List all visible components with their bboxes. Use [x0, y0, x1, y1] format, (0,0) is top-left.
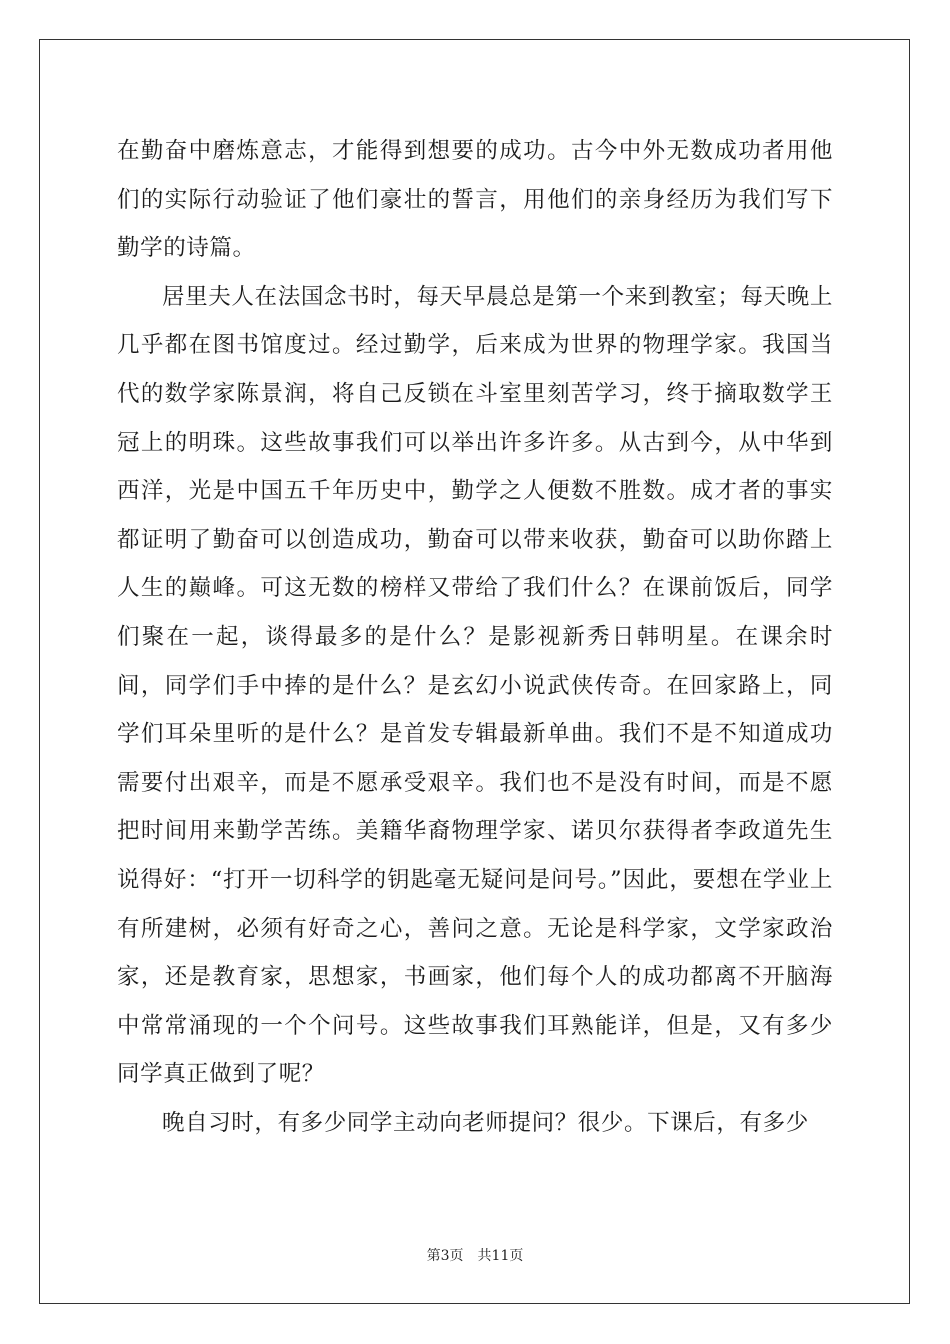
page-number-footer: 第3页 共11页 — [426, 1248, 524, 1264]
document-body — [117, 127, 833, 1147]
paragraph-3: 晚自习时，有多少同学主动向老师提问？很少。下课后，有多少 — [162, 1109, 809, 1136]
paragraph-1: 在勤奋中磨炼意志，才能得到想要的成功。古今中外无数成功者用他们的实际行动验证了他们豪壮的誓言，用他们的亲身经历为我们写下勤学的诗篇。 — [117, 138, 833, 262]
paragraph-2: 居里夫人在法国念书时，每天早晨总是第一个来到教室；每天晚上几乎都在图书馆度过。经过勤学，后来成为世界的物理学家。我国当代的数学家陈景润，将自己反锁在斗室里刻苦学习，终于摘取数学王冠上的明珠。这些故事我们可以举出许多许多。从古到今，从中华到西洋，光是中国五千年历史中，勤学之人便数不胜数。成才者的事实都证明了勤奋可以创造成功，勤奋可以带来收获，勤奋可以助你踏上人生的巅峰。可这无数的榜样又带给了我们什么？在课前饭后，同学们聚在一起，谈得最多的是什么？是影视新秀日韩明星。在课余时间，同学们手中捧的是什么？是玄幻小说武侠传奇。在回家路上，同学们耳朵里听的是什么？是首发专辑最新单曲。我们不是不知道成功需要付出艰辛，而是不愿承受艰辛。我们也不是没有时间，而是不愿把时间用来勤学苦练。美籍华裔物理学家、诺贝尔获得者李政道先生说得好：“打开一切科学的钥匙毫无疑问是问号。”因此，要想在学业上有所建树，必须有好奇之心，善问之意。无论是科学家，文学家政治家，还是教育家，思想家，书画家，他们每个人的成功都离不开脑海中常常涌现的一个个问号。这些故事我们耳熟能详，但是，又有多少同学真正做到了呢？ — [117, 283, 833, 1088]
